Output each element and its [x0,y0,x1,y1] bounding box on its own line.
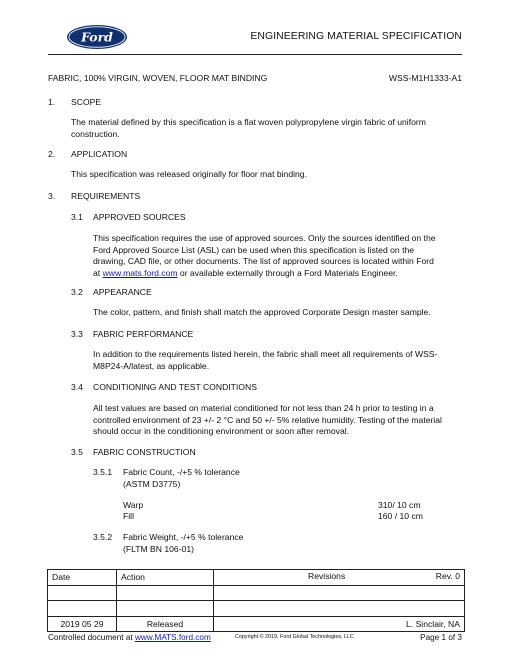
revisions-header-label: Revisions [308,571,346,582]
revision-action: Released [117,616,214,632]
ford-logo-text: Ford [81,29,113,45]
revision-author: L. Sinclair, NA [214,616,465,632]
section-title: APPROVED SOURCES [93,212,186,222]
section-3-1-body [93,233,443,279]
section-title: FABRIC CONSTRUCTION [93,447,196,457]
section-2-body: This specification was released originally for floor mat binding. [71,169,307,179]
date-header: Date [48,570,117,586]
row-value: 310/ 10 cm [378,500,421,510]
copyright-notice: Copyright © 2019, Ford Global Technologies, LLC [235,634,354,640]
row-label: Warp [123,500,144,510]
approved-sources-text-end: or available externally through a Ford Materials Engineer. [177,267,398,278]
revision-table [47,569,465,632]
row-value: 160 / 10 cm [378,511,423,521]
section-3-3-body: In addition to the requirements listed herein, the fabric shall meet all requirements of WSS-M8P24-A/latest, as applicable. [93,349,438,371]
section-title: Fabric Weight, -/+5 % tolerance [123,532,244,542]
section-title: Fabric Count, -/+5 % tolerance [123,467,240,477]
section-title: APPEARANCE [93,287,152,297]
section-number: 3.3 [71,329,83,339]
approved-sources-text: This specification requires the use of approved sources. Only the sources identified on the Ford Approved Source List (ASL) can be used when this specification is listed on the drawing, CAD file, or other documents. The list of approved sources is located within Ford at [93,233,436,278]
test-method: (FLTM BN 106-01) [123,544,194,554]
section-title: APPLICATION [71,149,128,159]
section-3-4-body: All test values are based on material conditioned for not less than 24 h prior to testing in a controlled environment of 23 +/- 2 °C and 50 +/- 5% relative humidity. Testing of the material should occur in the conditioning environment or soon after removal. [93,403,442,437]
revision-number: Rev. 0 [435,571,460,582]
header-divider [48,54,462,55]
page-number: Page 1 of 3 [420,633,462,642]
page-footer [48,633,462,642]
section-number: 3.5.2 [93,532,113,542]
section-1-body: The material defined by this specification is a flat woven polypropylene virgin fabric of uniform construction. [71,117,426,139]
section-3-2-body: The color, pattern, and finish shall match the approved Corporate Design master sample. [93,307,431,317]
section-title: SCOPE [71,97,102,107]
section-number: 3.5.1 [93,467,113,477]
section-title: CONDITIONING AND TEST CONDITIONS [93,382,257,392]
section-number: 3.5 [71,447,83,457]
document-header-title: ENGINEERING MATERIAL SPECIFICATION [250,31,462,42]
footer-mats-link[interactable]: www.MATS.ford.com [134,633,211,642]
revision-date: 2019 05 29 [48,616,117,632]
action-header: Action [117,570,214,586]
revision-header-row [48,570,465,586]
section-number: 3.4 [71,382,83,392]
ford-logo [66,24,128,50]
row-label: Fill [123,511,134,521]
spec-title: FABRIC, 100% VIRGIN, WOVEN, FLOOR MAT BINDING [48,73,268,83]
revisions-header [214,570,465,586]
section-number: 3. [48,191,56,201]
section-title: FABRIC PERFORMANCE [93,329,194,339]
controlled-document-label: Controlled document at [48,633,135,642]
section-title: REQUIREMENTS [71,191,141,201]
section-number: 1. [48,97,56,107]
table-row [48,585,465,601]
mats-ford-link[interactable]: www.mats.ford.com [102,267,178,278]
spec-code: WSS-M1H1333-A1 [388,73,462,83]
test-method: (ASTM D3775) [123,479,181,489]
spec-title-line [48,73,462,83]
section-number: 3.1 [71,212,83,222]
revision-entry-row [48,616,465,632]
section-number: 2. [48,149,56,159]
section-number: 3.2 [71,287,83,297]
table-row [48,601,465,617]
